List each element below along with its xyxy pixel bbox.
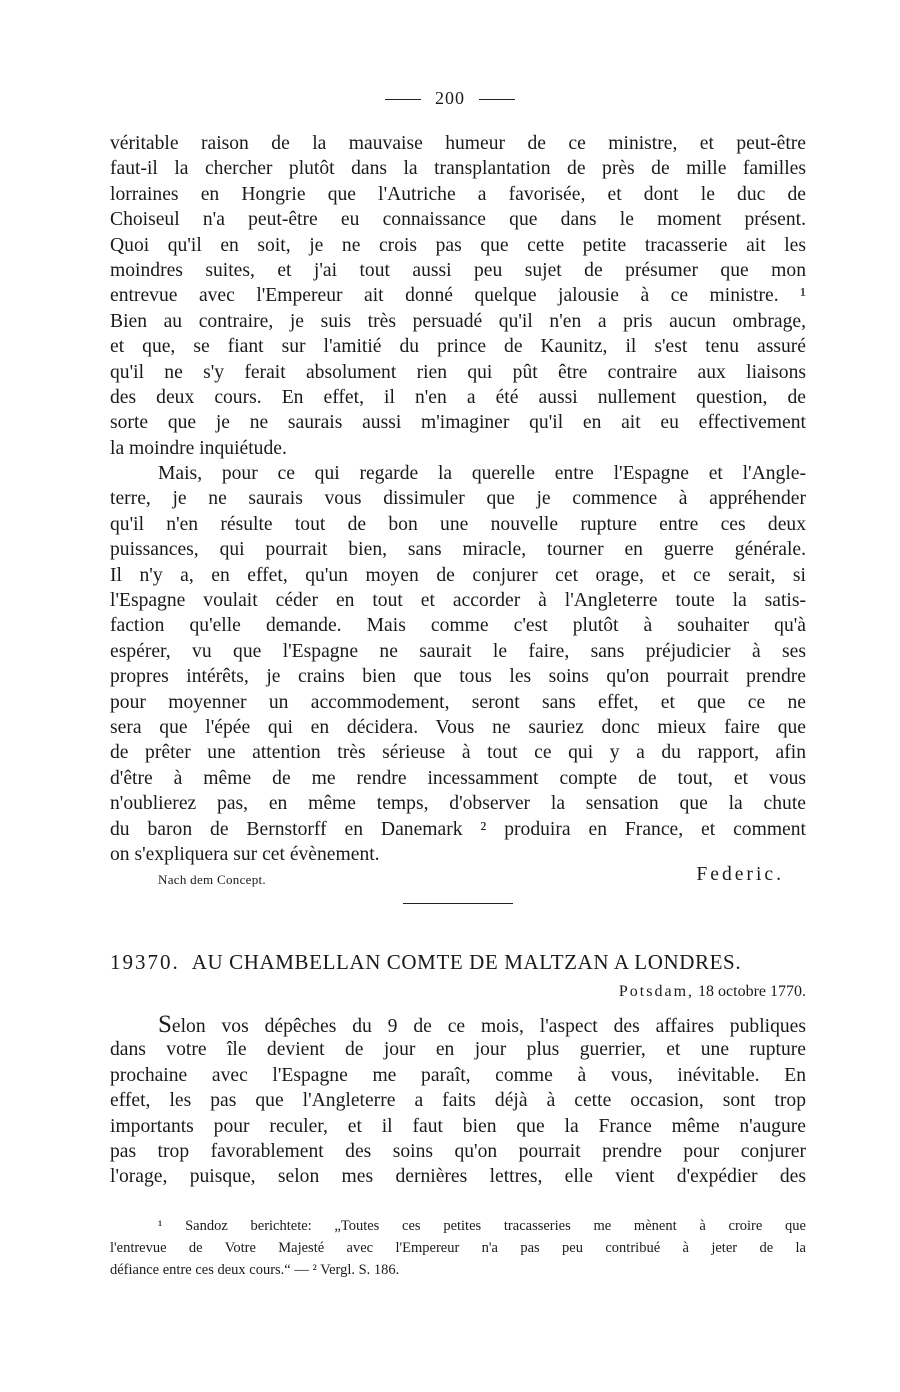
letter-line: dans votre île devient de jour en jour plus guerrier, et une rupture (110, 1039, 806, 1061)
body-line: moindres suites, et j'ai tout aussi peu sujet de présumer que mon (110, 259, 806, 281)
body-line: espérer, vu que l'Espagne ne saurait le faire, sans préjudicier à ses (110, 640, 806, 662)
footnote-line: ¹ Sandoz berichtete: „Toutes ces petites tracasseries me mènent à croire que (158, 1218, 806, 1234)
body-line: l'Espagne voulait céder en tout et accorder à l'Angleterre toute la satis- (110, 590, 806, 612)
body-line: du baron de Bernstorff en Danemark ² produira en France, et comment (110, 818, 806, 840)
body-line: Quoi qu'il en soit, je ne crois pas que cette petite tracasserie ait les (110, 234, 806, 256)
body-line: la moindre inquiétude. (110, 437, 287, 459)
body-line: puissances, qui pourrait bien, sans miracle, tourner en guerre générale. (110, 539, 806, 561)
letter-dateline (619, 983, 806, 1001)
body-line: propres intérêts, je crains bien que tous les soins qu'on pourrait prendre (110, 666, 806, 688)
body-line: d'être à même de me rendre incessamment compte de tout, et vous (110, 767, 806, 789)
body-line: lorraines en Hongrie que l'Autriche a favorisée, et dont le duc de (110, 183, 806, 205)
body-line: n'oublierez pas, en même temps, d'observer la sensation que la chute (110, 793, 806, 815)
page-number-rule-right (479, 99, 515, 100)
body-line: qu'il n'en résulte tout de bon une nouvelle rupture entre ces deux (110, 513, 806, 535)
page-number-rule-left (385, 99, 421, 100)
letter-line: effet, les pas que l'Angleterre a faits déjà à cette occasion, sont trop (110, 1090, 806, 1112)
letter-place: Potsdam, (618, 983, 695, 1000)
footnote-line: l'entrevue de Votre Majesté avec l'Empereur n'a pas peu contribué à jeter de la (110, 1240, 806, 1256)
letter-body (110, 1012, 806, 1190)
body-line: de prêter une attention très sérieuse à tout ce qui y a du rapport, afin (110, 742, 806, 764)
page-number (0, 88, 900, 109)
body-line: terre, je ne saurais vous dissimuler que je commence à appréhender (110, 488, 806, 510)
letter-line-text: elon vos dépêches du 9 de ce mois, l'aspect des affaires publiques (171, 1016, 806, 1037)
body-line: entrevue avec l'Empereur ait donné quelque jalousie à ce ministre. ¹ (110, 285, 806, 307)
letter-first-line (110, 1012, 806, 1037)
body-line: et que, se fiant sur l'amitié du prince de Kaunitz, il s'est tenu assuré (110, 336, 806, 358)
letter-body-continued (110, 131, 806, 867)
footnote-line: défiance entre ces deux cours.“ — ² Vergl. S. 186. (110, 1262, 400, 1278)
body-line: qu'il ne s'y ferait absolument rien qui pût être contraire aux liaisons (110, 361, 806, 383)
section-divider (403, 903, 513, 904)
concept-note: Nach dem Concept. (158, 872, 266, 887)
footnotes (110, 1215, 806, 1281)
body-line: pour moyenner un accommodement, seront sans effet, et que ce ne (110, 691, 806, 713)
body-line: Mais, pour ce qui regarde la querelle entre l'Espagne et l'Angle- (158, 463, 806, 485)
body-line: sorte que je ne saurais aussi m'imaginer qu'il en ait eu effectivement (110, 412, 806, 434)
letter-date: 18 octobre 1770. (698, 983, 806, 1000)
letter-line: importants pour reculer, et il faut bien que la France même n'augure (110, 1115, 806, 1137)
body-line: on s'expliquera sur cet évènement. (110, 843, 380, 865)
letter-line: prochaine avec l'Espagne me paraît, comme à vous, inévitable. En (110, 1064, 806, 1086)
body-line: faut-il la chercher plutôt dans la transplantation de près de mille familles (110, 158, 806, 180)
body-line: faction qu'elle demande. Mais comme c'est plutôt à souhaiter qu'à (110, 615, 806, 637)
body-line: véritable raison de la mauvaise humeur de ce ministre, et peut-être (110, 133, 806, 154)
letter-line: l'orage, puisque, selon mes dernières lettres, elle vient d'expédier des (110, 1166, 806, 1188)
body-line: sera que l'épée qui en décidera. Vous ne sauriez donc mieux faire que (110, 716, 806, 738)
letter-line: pas trop favorablement des soins qu'on pourrait prendre pour conjurer (110, 1140, 806, 1162)
closing (110, 864, 806, 894)
letter-title: AU CHAMBELLAN COMTE DE MALTZAN A LONDRES. (191, 950, 742, 974)
body-line: des deux cours. En effet, il n'en a été aussi nullement question, de (110, 386, 806, 408)
letter-heading (110, 950, 806, 980)
body-line: Il n'y a, en effet, qu'un moyen de conjurer cet orage, et ce serait, si (110, 564, 806, 586)
signature: Federic. (696, 864, 784, 885)
letter-initial: S (158, 1012, 172, 1038)
letter-number: 19370. (110, 950, 180, 974)
page-number-text: 200 (435, 88, 465, 108)
body-line: Bien au contraire, je suis très persuadé qu'il n'en a pris aucun ombrage, (110, 310, 806, 332)
body-line: Choiseul n'a peut-être eu connaissance que dans le moment présent. (110, 209, 806, 231)
